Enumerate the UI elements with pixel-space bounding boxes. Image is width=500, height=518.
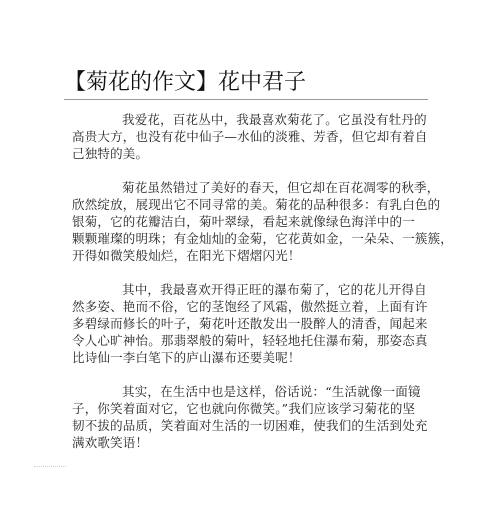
text-line: 颗颗璀璨的明珠；有金灿灿的金菊，它花黄如金，一朵朵、一簇簇， [72,231,454,247]
text-line: 菊花虽然错过了美好的春天，但它却在百花凋零的秋季， [122,179,440,195]
article-body [72,111,454,467]
text-line: 满欢歌笑语！ [72,435,149,451]
text-line: 韧不拔的品质，笑着面对生活的一切困难，使我们的生活到处充 [72,418,428,434]
paragraph-2 [72,179,454,265]
text-line: 子，你笑着面对它，它也就向你微笑。”我们应该学习菊花的坚 [72,400,416,416]
corner-mark [34,466,66,468]
article-title: 【菊花的作文】花中君子 [64,70,307,95]
text-line: 开得如微笑般灿烂，在阳光下熠熠闪光！ [72,248,301,264]
text-line: 其实，在生活中也是这样，俗话说：“生活就像一面镜 [122,383,421,399]
paragraph-4 [72,383,428,452]
text-line: 高贵大方，也没有花中仙子—水仙的淡雅、芳香，但它却有着自 [72,129,428,145]
paragraph-3 [72,281,428,367]
paragraph-1 [72,111,428,163]
text-line: 令人心旷神怡。那翡翠般的菊叶，轻轻地托住瀑布菊，那姿态真 [72,333,428,349]
text-line: 银菊，它的花瓣洁白，菊叶翠绿，看起来就像绿色海洋中的一 [72,214,415,230]
title-divider [64,99,428,100]
text-line: 我爱花，百花丛中，我最喜欢菊花了。它虽没有牡丹的 [122,112,427,127]
text-line: 其中，我最喜欢开得正旺的瀑布菊了，它的花儿开得自 [122,281,427,297]
text-line: 多碧绿而修长的叶子，菊花叶还散发出一股醉人的清香，闻起来 [72,316,428,332]
text-line: 然多姿、艳而不俗，它的茎饱经了风霜，傲然挺立着，上面有许 [72,298,428,314]
text-line: 比诗仙一李白笔下的庐山瀑布还要美呢！ [72,350,301,366]
text-line: 己独特的美。 [72,146,149,162]
text-line: 欣然绽放，展现出它不同寻常的美。菊花的品种很多：有乳白色的 [72,196,441,212]
